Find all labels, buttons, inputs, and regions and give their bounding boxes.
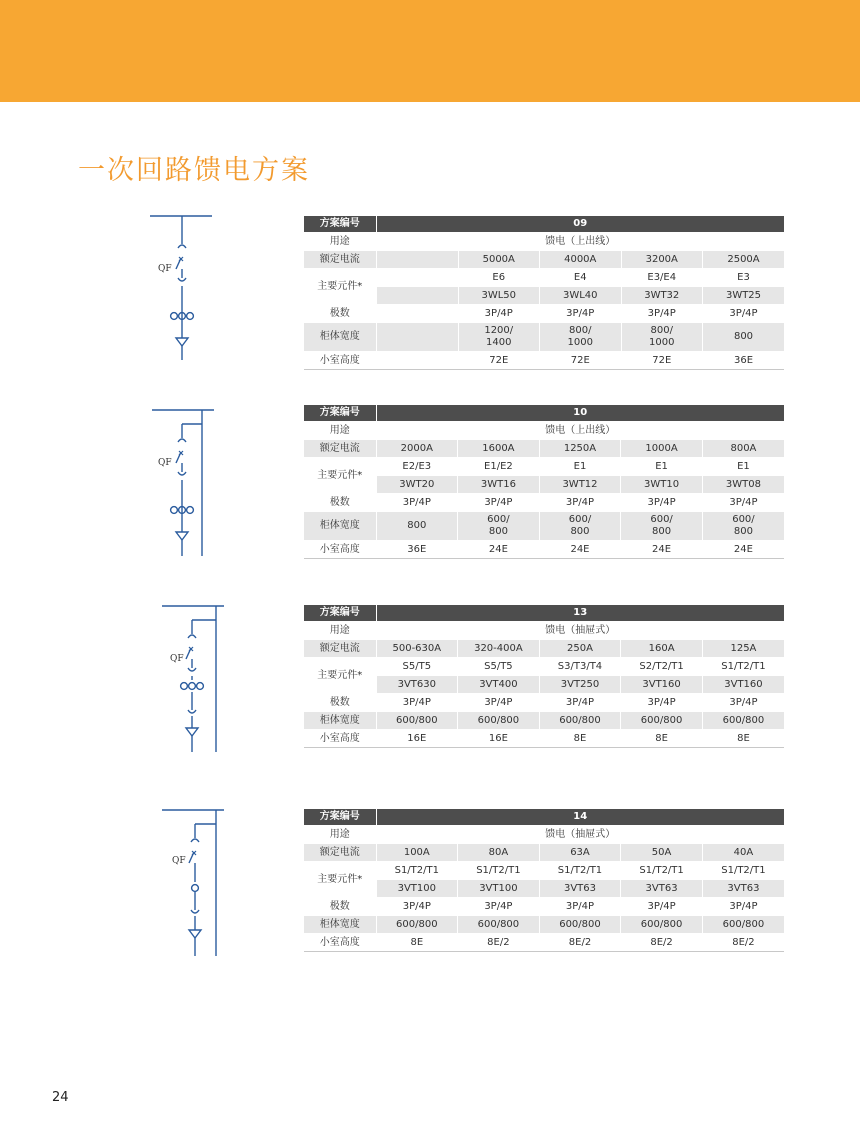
width-cell: 600/800 bbox=[539, 712, 621, 730]
width-cell: 600/800 bbox=[376, 712, 458, 730]
page-title: 一次回路馈电方案 bbox=[78, 155, 310, 186]
poles-cell: 3P/4P bbox=[621, 305, 703, 323]
component-cell: 3WT12 bbox=[539, 476, 621, 494]
page-number: 24 bbox=[52, 1090, 69, 1105]
component-cell: E6 bbox=[458, 269, 540, 287]
poles-cell: 3P/4P bbox=[621, 694, 703, 712]
width-cell: 600/800 bbox=[376, 916, 458, 934]
single-line-diagram-13 bbox=[140, 602, 240, 772]
component-cell: E4 bbox=[540, 269, 622, 287]
rated-current-cell: 2500A bbox=[703, 251, 785, 269]
rated-current-cell: 4000A bbox=[540, 251, 622, 269]
poles-cell: 3P/4P bbox=[702, 694, 784, 712]
poles-cell: 3P/4P bbox=[621, 494, 703, 512]
poles-label: 极数 bbox=[304, 305, 376, 323]
width-cell: 800 bbox=[376, 512, 458, 541]
width-cell: 600/800 bbox=[702, 916, 784, 934]
poles-cell: 3P/4P bbox=[539, 494, 621, 512]
height-cell: 72E bbox=[621, 352, 703, 370]
width-cell: 600/800 bbox=[458, 916, 540, 934]
usage-label: 用途 bbox=[304, 826, 376, 844]
height-cell: 16E bbox=[458, 730, 540, 748]
rated-current-cell: 500-630A bbox=[376, 640, 458, 658]
height-cell: 24E bbox=[539, 541, 621, 559]
cabinet-width-label: 柜体宽度 bbox=[304, 323, 376, 352]
component-cell: E2/E3 bbox=[376, 458, 458, 476]
poles-cell: 3P/4P bbox=[703, 305, 785, 323]
poles-label: 极数 bbox=[304, 694, 376, 712]
poles-cell: 3P/4P bbox=[376, 494, 458, 512]
scheme-table-13 bbox=[304, 605, 784, 748]
poles-label: 极数 bbox=[304, 898, 376, 916]
usage-value: 馈电（抽屉式） bbox=[376, 826, 784, 844]
poles-cell: 3P/4P bbox=[376, 694, 458, 712]
component-cell: 3WT32 bbox=[621, 287, 703, 305]
height-cell: 24E bbox=[702, 541, 784, 559]
empty-cell bbox=[376, 251, 458, 269]
scheme-table-09 bbox=[304, 216, 784, 370]
height-cell: 36E bbox=[703, 352, 785, 370]
qf-label: QF bbox=[158, 264, 172, 274]
width-cell: 600/ 800 bbox=[539, 512, 621, 541]
width-cell: 600/800 bbox=[702, 712, 784, 730]
component-cell: S5/T5 bbox=[376, 658, 458, 676]
usage-label: 用途 bbox=[304, 422, 376, 440]
component-cell: 3VT400 bbox=[458, 676, 540, 694]
component-cell: 3VT63 bbox=[702, 880, 784, 898]
rated-current-cell: 800A bbox=[702, 440, 784, 458]
width-cell: 800/ 1000 bbox=[540, 323, 622, 352]
height-cell: 8E bbox=[621, 730, 703, 748]
rated-current-cell: 50A bbox=[621, 844, 703, 862]
height-cell: 8E/2 bbox=[702, 934, 784, 952]
cabinet-width-label: 柜体宽度 bbox=[304, 512, 376, 541]
empty-cell bbox=[376, 305, 458, 323]
rated-current-cell: 1600A bbox=[458, 440, 540, 458]
scheme-no-value: 14 bbox=[376, 809, 784, 826]
single-line-diagram-14 bbox=[140, 806, 240, 976]
width-cell: 600/800 bbox=[458, 712, 540, 730]
rated-current-cell: 100A bbox=[376, 844, 458, 862]
scheme-no-label: 方案编号 bbox=[304, 405, 376, 422]
height-cell: 8E/2 bbox=[458, 934, 540, 952]
rated-current-cell: 3200A bbox=[621, 251, 703, 269]
rated-current-label: 额定电流 bbox=[304, 440, 376, 458]
component-cell: E1/E2 bbox=[458, 458, 540, 476]
scheme-no-value: 10 bbox=[376, 405, 784, 422]
poles-cell: 3P/4P bbox=[539, 898, 621, 916]
component-cell: 3VT63 bbox=[621, 880, 703, 898]
component-cell: S1/T2/T1 bbox=[621, 862, 703, 880]
component-cell: 3WT08 bbox=[702, 476, 784, 494]
scheme-no-value: 09 bbox=[376, 216, 784, 233]
component-cell: S1/T2/T1 bbox=[376, 862, 458, 880]
rated-current-label: 额定电流 bbox=[304, 844, 376, 862]
single-line-diagram-09 bbox=[140, 212, 240, 382]
component-cell: S1/T2/T1 bbox=[458, 862, 540, 880]
rated-current-label: 额定电流 bbox=[304, 640, 376, 658]
main-component-label: 主要元件* bbox=[304, 658, 376, 694]
scheme-no-label: 方案编号 bbox=[304, 605, 376, 622]
scheme-table-14 bbox=[304, 809, 784, 952]
poles-cell: 3P/4P bbox=[458, 494, 540, 512]
poles-cell: 3P/4P bbox=[540, 305, 622, 323]
scheme-no-label: 方案编号 bbox=[304, 809, 376, 826]
usage-value: 馈电（上出线） bbox=[376, 233, 784, 251]
poles-label: 极数 bbox=[304, 494, 376, 512]
poles-cell: 3P/4P bbox=[621, 898, 703, 916]
component-cell: E1 bbox=[621, 458, 703, 476]
poles-cell: 3P/4P bbox=[458, 305, 540, 323]
rated-current-cell: 125A bbox=[702, 640, 784, 658]
rated-current-cell: 80A bbox=[458, 844, 540, 862]
empty-cell bbox=[376, 287, 458, 305]
component-cell: 3WL50 bbox=[458, 287, 540, 305]
qf-label: QF bbox=[158, 458, 172, 468]
height-cell: 8E/2 bbox=[621, 934, 703, 952]
compartment-height-label: 小室高度 bbox=[304, 352, 376, 370]
main-component-label: 主要元件* bbox=[304, 862, 376, 898]
component-cell: 3VT63 bbox=[539, 880, 621, 898]
height-cell: 16E bbox=[376, 730, 458, 748]
empty-cell bbox=[376, 323, 458, 352]
usage-label: 用途 bbox=[304, 233, 376, 251]
usage-value: 馈电（抽屉式） bbox=[376, 622, 784, 640]
component-cell: S1/T2/T1 bbox=[702, 658, 784, 676]
component-cell: 3VT250 bbox=[539, 676, 621, 694]
height-cell: 36E bbox=[376, 541, 458, 559]
width-cell: 600/ 800 bbox=[702, 512, 784, 541]
rated-current-cell: 40A bbox=[702, 844, 784, 862]
compartment-height-label: 小室高度 bbox=[304, 934, 376, 952]
height-cell: 72E bbox=[540, 352, 622, 370]
component-cell: 3WT16 bbox=[458, 476, 540, 494]
width-cell: 600/ 800 bbox=[458, 512, 540, 541]
main-component-label: 主要元件* bbox=[304, 458, 376, 494]
compartment-height-label: 小室高度 bbox=[304, 541, 376, 559]
header-band bbox=[0, 0, 860, 102]
height-cell: 72E bbox=[458, 352, 540, 370]
poles-cell: 3P/4P bbox=[458, 898, 540, 916]
poles-cell: 3P/4P bbox=[458, 694, 540, 712]
width-cell: 600/800 bbox=[539, 916, 621, 934]
empty-cell bbox=[376, 352, 458, 370]
rated-current-cell: 160A bbox=[621, 640, 703, 658]
rated-current-cell: 1250A bbox=[539, 440, 621, 458]
height-cell: 8E/2 bbox=[539, 934, 621, 952]
rated-current-label: 额定电流 bbox=[304, 251, 376, 269]
component-cell: 3VT160 bbox=[621, 676, 703, 694]
component-cell: 3VT630 bbox=[376, 676, 458, 694]
poles-cell: 3P/4P bbox=[539, 694, 621, 712]
usage-value: 馈电（上出线） bbox=[376, 422, 784, 440]
scheme-no-label: 方案编号 bbox=[304, 216, 376, 233]
main-component-label: 主要元件* bbox=[304, 269, 376, 305]
qf-label: QF bbox=[172, 856, 186, 866]
width-cell: 800 bbox=[703, 323, 785, 352]
width-cell: 600/ 800 bbox=[621, 512, 703, 541]
component-cell: S5/T5 bbox=[458, 658, 540, 676]
rated-current-cell: 1000A bbox=[621, 440, 703, 458]
poles-cell: 3P/4P bbox=[702, 494, 784, 512]
component-cell: E1 bbox=[539, 458, 621, 476]
qf-label: QF bbox=[170, 654, 184, 664]
usage-label: 用途 bbox=[304, 622, 376, 640]
component-cell: 3VT160 bbox=[702, 676, 784, 694]
cabinet-width-label: 柜体宽度 bbox=[304, 916, 376, 934]
height-cell: 8E bbox=[702, 730, 784, 748]
rated-current-cell: 2000A bbox=[376, 440, 458, 458]
poles-cell: 3P/4P bbox=[702, 898, 784, 916]
single-line-diagram-10 bbox=[140, 406, 240, 576]
rated-current-cell: 320-400A bbox=[458, 640, 540, 658]
component-cell: E3 bbox=[703, 269, 785, 287]
rated-current-cell: 63A bbox=[539, 844, 621, 862]
width-cell: 600/800 bbox=[621, 916, 703, 934]
component-cell: 3WT20 bbox=[376, 476, 458, 494]
height-cell: 24E bbox=[621, 541, 703, 559]
component-cell: S2/T2/T1 bbox=[621, 658, 703, 676]
scheme-no-value: 13 bbox=[376, 605, 784, 622]
width-cell: 1200/ 1400 bbox=[458, 323, 540, 352]
component-cell: S1/T2/T1 bbox=[702, 862, 784, 880]
scheme-table-10 bbox=[304, 405, 784, 559]
compartment-height-label: 小室高度 bbox=[304, 730, 376, 748]
height-cell: 8E bbox=[376, 934, 458, 952]
cabinet-width-label: 柜体宽度 bbox=[304, 712, 376, 730]
component-cell: 3WL40 bbox=[540, 287, 622, 305]
rated-current-cell: 5000A bbox=[458, 251, 540, 269]
component-cell: E3/E4 bbox=[621, 269, 703, 287]
rated-current-cell: 250A bbox=[539, 640, 621, 658]
poles-cell: 3P/4P bbox=[376, 898, 458, 916]
component-cell: 3WT25 bbox=[703, 287, 785, 305]
component-cell: S1/T2/T1 bbox=[539, 862, 621, 880]
component-cell: 3WT10 bbox=[621, 476, 703, 494]
component-cell: 3VT100 bbox=[458, 880, 540, 898]
width-cell: 600/800 bbox=[621, 712, 703, 730]
component-cell: 3VT100 bbox=[376, 880, 458, 898]
height-cell: 8E bbox=[539, 730, 621, 748]
width-cell: 800/ 1000 bbox=[621, 323, 703, 352]
empty-cell bbox=[376, 269, 458, 287]
component-cell: E1 bbox=[702, 458, 784, 476]
component-cell: S3/T3/T4 bbox=[539, 658, 621, 676]
height-cell: 24E bbox=[458, 541, 540, 559]
